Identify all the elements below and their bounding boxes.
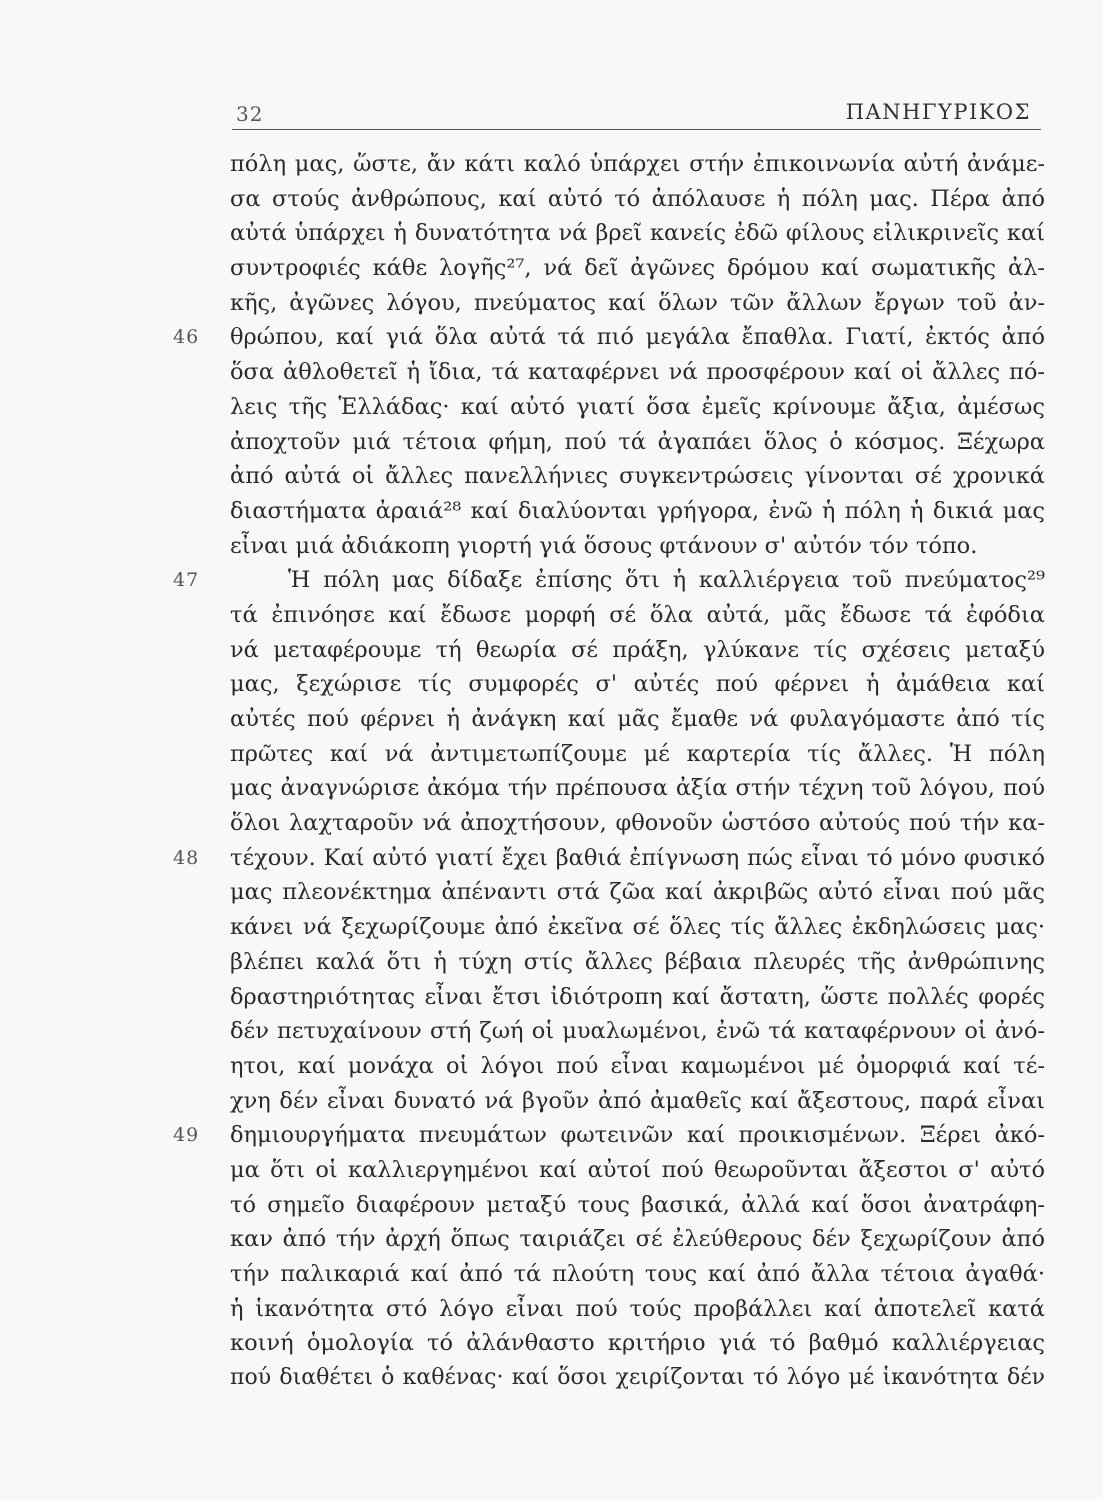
- text-line-content: θρώπου, καί γιά ὅλα αὐτά τά πιό μεγάλα ἔπαθλα. Γιατί, ἐκτός ἀπό: [230, 324, 1045, 351]
- text-line: [230, 182, 1045, 217]
- text-line: [230, 147, 1045, 182]
- text-line: [230, 910, 1045, 945]
- text-line-content: ἀποχτοῦν μιά τέτοια φήμη, πού τά ἀγαπάει ὅλος ὁ κόσμος. Ξέχωρα: [230, 428, 1045, 455]
- text-line-content: πόλη μας, ὥστε, ἄν κάτι καλό ὑπάρχει στήν ἐπικοινωνία αὐτή ἀνάμε-: [230, 151, 1045, 177]
- text-line: [230, 1361, 1045, 1396]
- text-line-content: κῆς, ἀγῶνες λόγου, πνεύματος καί ὅλων τῶν ἄλλων ἔργων τοῦ ἀν-: [230, 289, 1045, 316]
- text-line: [230, 494, 1045, 529]
- text-line-content: εἶναι μιά ἀδιάκοπη γιορτή γιά ὅσους φτάνουν σ' αὐτόν τόν τόπο.: [230, 532, 978, 559]
- text-line-content: μα ὅτι οἱ καλλιεργημένοι καί αὐτοί πού θεωροῦνται ἄξεστοι σ' αὐτό: [230, 1156, 1045, 1183]
- running-title: ΠΑΝΗΓΥΡΙΚΟΣ: [845, 100, 1031, 124]
- text-line-content: μας, ξεχώρισε τίς συμφορές σ' αὐτές πού φέρνει ἡ ἀμάθεια καί: [230, 671, 1045, 698]
- text-line-content: μας ἀναγνώρισε ἀκόμα τήν πρέπουσα ἀξία στήν τέχνη τοῦ λόγου, πού: [230, 775, 1045, 802]
- text-line: [230, 1014, 1045, 1049]
- text-line-content: ὅσα ἀθλοθετεῖ ἡ ἴδια, τά καταφέρνει νά προσφέρουν καί οἱ ἄλλες πό-: [230, 359, 1045, 386]
- margin-section-number: 47: [173, 569, 200, 592]
- text-line-content: λεις τῆς Ἑλλάδας· καί αὐτό γιατί ὅσα ἐμεῖς κρίνουμε ἄξια, ἀμέσως: [230, 393, 1045, 420]
- text-line-content: νά μεταφέρουμε τή θεωρία σέ πράξη, γλύκανε τίς σχέσεις μεταξύ: [230, 636, 1045, 663]
- text-line-content: πρῶτες καί νά ἀντιμετωπίζουμε μέ καρτερία τίς ἄλλες. Ἡ πόλη: [230, 740, 1045, 767]
- text-line-content: τό σημεῖο διαφέρουν μεταξύ τους βασικά, ἀλλά καί ὅσοι ἀνατράφη-: [230, 1191, 1045, 1218]
- text-line-content: κάνει νά ξεχωρίζουμε ἀπό ἐκεῖνα σέ ὅλες τίς ἄλλες ἐκδηλώσεις μας·: [230, 914, 1045, 941]
- text-line: [230, 737, 1045, 772]
- text-line-content: ἡ ἱκανότητα στό λόγο εἶναι πού τούς προβάλλει καί ἀποτελεῖ κατά: [230, 1295, 1045, 1322]
- text-line: [230, 945, 1045, 980]
- text-line: [230, 251, 1045, 286]
- margin-section-number: 49: [173, 1124, 200, 1147]
- text-line-content: τέχουν. Καί αὐτό γιατί ἔχει βαθιά ἐπίγνωση πώς εἶναι τό μόνο φυσικό: [230, 844, 1045, 871]
- text-line: [173, 563, 1045, 598]
- text-line-content: δέν πετυχαίνουν στή ζωή οἱ μυαλωμένοι, ἐνῶ τά καταφέρνουν οἱ ἀνό-: [230, 1018, 1045, 1045]
- text-line-content: μας πλεονέκτημα ἀπέναντι στά ζῶα καί ἀκριβῶς αὐτό εἶναι πού μᾶς: [230, 879, 1045, 906]
- text-line: [230, 529, 1045, 564]
- text-line-content: Ἡ πόλη μας δίδαξε ἐπίσης ὅτι ἡ καλλιέργεια τοῦ πνεύματος²⁹: [288, 567, 1045, 594]
- text-line-content: τά ἐπινόησε καί ἔδωσε μορφή σέ ὅλα αὐτά, μᾶς ἔδωσε τά ἐφόδια: [230, 601, 1045, 628]
- text-line: [230, 355, 1045, 390]
- text-line: [173, 1118, 1045, 1153]
- header-rule: [232, 129, 1041, 130]
- text-line-content: ὅλοι λαχταροῦν νά ἀποχτήσουν, φθονοῦν ὡστόσο αὐτούς πού τήν κα-: [230, 810, 1045, 837]
- text-line: [230, 1188, 1045, 1223]
- text-line-content: δημιουργήματα πνευμάτων φωτεινῶν καί προικισμένων. Ξέρει ἀκό-: [230, 1122, 1045, 1149]
- text-line: [230, 425, 1045, 460]
- text-line: [230, 1153, 1045, 1188]
- margin-section-number: 46: [173, 326, 200, 349]
- text-line-content: σα στούς ἀνθρώπους, καί αὐτό τό ἀπόλαυσε ἡ πόλη μας. Πέρα ἀπό: [230, 185, 1045, 212]
- text-line: [230, 286, 1045, 321]
- text-line-content: πού διαθέτει ὁ καθένας· καί ὅσοι χειρίζονται τό λόγο μέ ἱκανότητα δέν: [230, 1365, 1045, 1391]
- text-line: [230, 598, 1045, 633]
- text-line-content: τήν παλικαριά καί ἀπό τά πλούτη τους καί ἀπό ἄλλα τέτοια ἀγαθά·: [230, 1261, 1045, 1287]
- body-text: [173, 147, 1045, 1396]
- text-line: [230, 390, 1045, 425]
- page-number: 32: [236, 102, 264, 126]
- margin-section-number: 48: [173, 846, 200, 869]
- text-line: [230, 1084, 1045, 1119]
- text-line-content: συντροφιές κάθε λογῆς²⁷, νά δεῖ ἀγῶνες δρόμου καί σωματικῆς ἀλ-: [230, 255, 1045, 282]
- text-line: [230, 1326, 1045, 1361]
- text-line-content: αὐτές πού φέρνει ἡ ἀνάγκη καί μᾶς ἔμαθε νά φυλαγόμαστε ἀπό τίς: [230, 706, 1045, 732]
- text-line: [173, 841, 1045, 876]
- text-line-content: καν ἀπό τήν ἀρχή ὅπως ταιριάζει σέ ἐλεύθερους δέν ξεχωρίζουν ἀπό: [230, 1226, 1045, 1253]
- text-line: [230, 980, 1045, 1015]
- text-line-content: διαστήματα ἀραιά²⁸ καί διαλύονται γρήγορα, ἐνῶ ἡ πόλη ἡ δικιά μας: [230, 497, 1045, 524]
- text-line-content: αὐτά ὑπάρχει ἡ δυνατότητα νά βρεῖ κανείς ἐδῶ φίλους εἰλικρινεῖς καί: [230, 220, 1045, 247]
- text-line-content: ἀπό αὐτά οἱ ἄλλες πανελλήνιες συγκεντρώσεις γίνονται σέ χρονικά: [230, 463, 1045, 490]
- text-line-content: δραστηριότητας εἶναι ἔτσι ἰδιότροπη καί ἄστατη, ὥστε πολλές φορές: [230, 983, 1045, 1010]
- text-line-content: χνη δέν εἶναι δυνατό νά βγοῦν ἀπό ἀμαθεῖς καί ἄξεστους, παρά εἶναι: [230, 1087, 1045, 1114]
- text-line: [230, 667, 1045, 702]
- text-line: [230, 633, 1045, 668]
- text-line: [230, 875, 1045, 910]
- text-line-content: κοινή ὁμολογία τό ἀλάνθαστο κριτήριο γιά τό βαθμό καλλιέργειας: [230, 1330, 1045, 1357]
- text-line: [230, 1292, 1045, 1327]
- text-line: [230, 771, 1045, 806]
- text-line: [230, 216, 1045, 251]
- text-line-content: ητοι, καί μονάχα οἱ λόγοι πού εἶναι καμωμένοι μέ ὀμορφιά καί τέ-: [230, 1052, 1045, 1079]
- text-line: [230, 1049, 1045, 1084]
- text-line-content: βλέπει καλά ὅτι ἡ τύχη στίς ἄλλες βέβαια πλευρές τῆς ἀνθρώπινης: [230, 948, 1045, 975]
- text-line: [230, 702, 1045, 737]
- text-line: [230, 459, 1045, 494]
- text-line: [173, 320, 1045, 355]
- text-line: [230, 1257, 1045, 1292]
- text-line: [230, 1222, 1045, 1257]
- text-line: [230, 806, 1045, 841]
